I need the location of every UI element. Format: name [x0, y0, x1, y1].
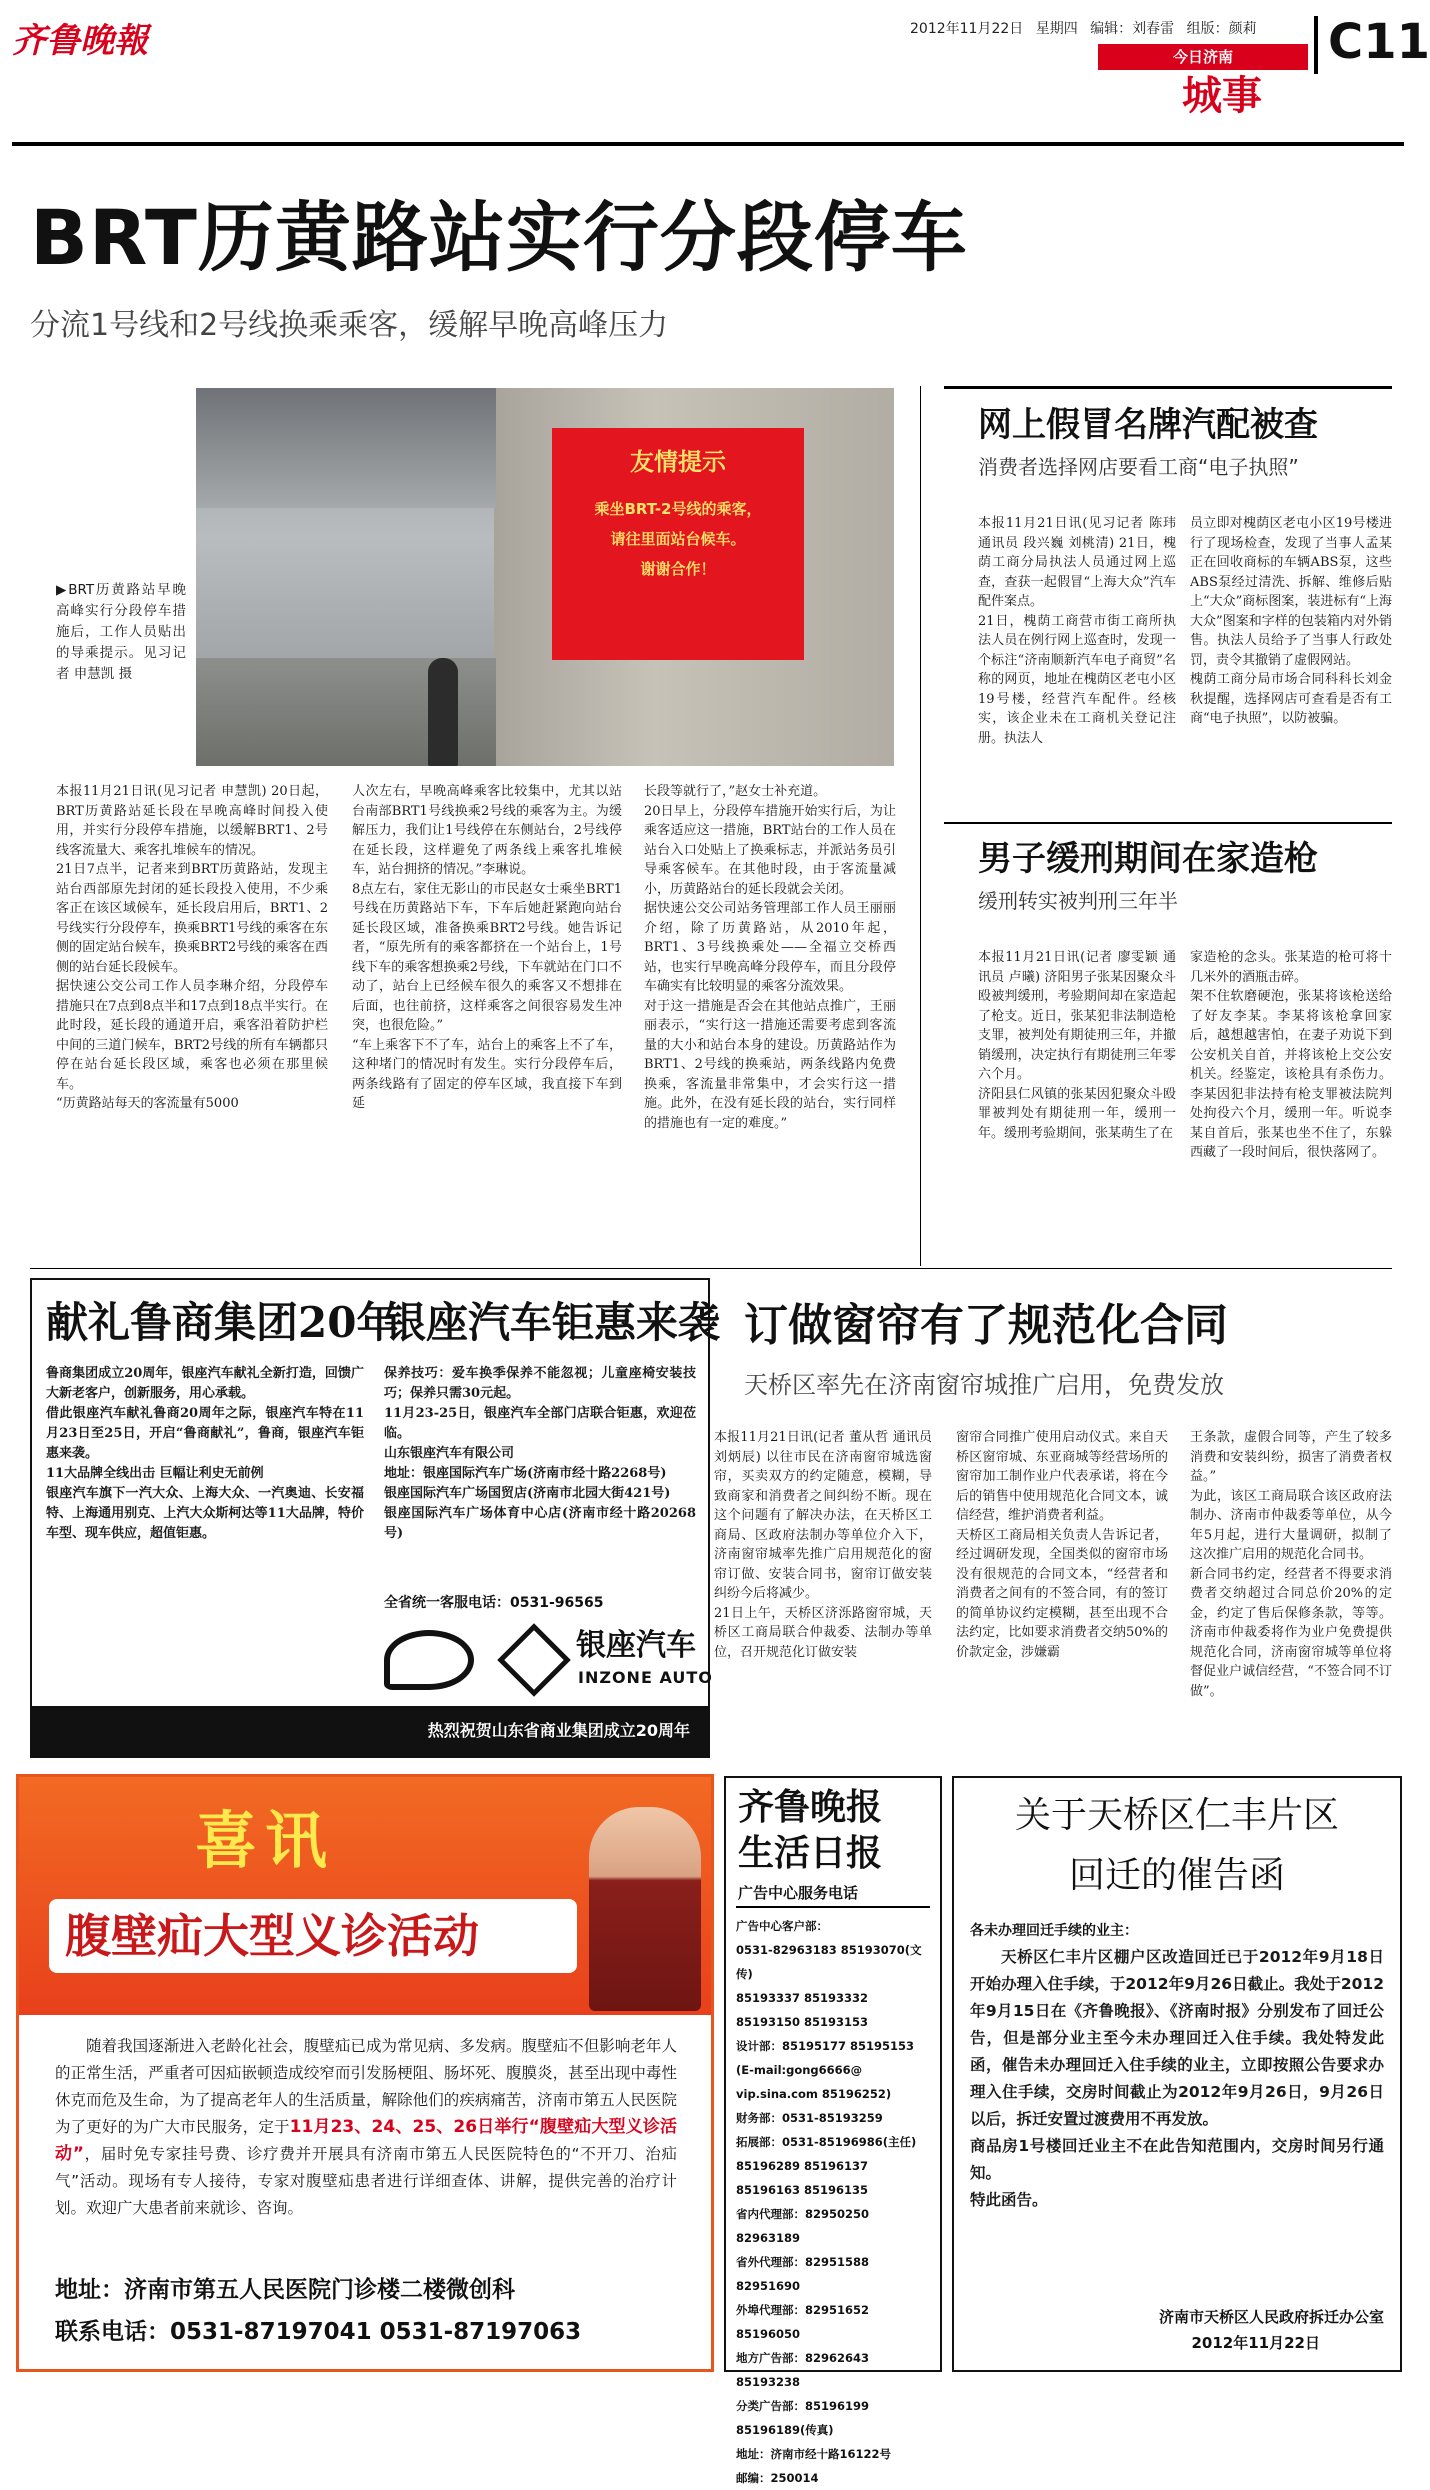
car-column-1: 本报11月21日讯(见习记者 陈玮 通讯员 段兴巍 刘桃清) 21日，槐荫工商分局执法人员通过网上巡查，查获一起假冒“上海大众”汽车配件案点。 21日，槐荫工商营市街工商所执法人员在例行网上巡查时，发现一个标注“济南顺新汽车电子商贸”名称的网页，地址在槐荫区老屯小区19号楼，经营汽车配件。经核实，该企业未在工商机关登记注册。执法人: [978, 516, 1176, 746]
masthead-info: [910, 18, 1257, 38]
masthead-rule: [12, 142, 1404, 146]
curtain-subtitle: 天桥区率先在济南窗帘城推广启用，免费发放: [744, 1371, 1224, 1399]
dealer-logo-swirl: [384, 1630, 474, 1690]
hospital-ad-highlight: 11月23、24、25、26日举行“腹壁疝大型义诊活动”: [55, 2117, 677, 2164]
lead-column-1: 本报11月21日讯(见习记者 申慧凯) 20日起，BRT历黄路站延长段在早晚高峰时间投入使用，并实行分段停车措施，以缓解BRT1、2号线客流量大、乘客扎堆候车的情况。 21日7点半，记者来到BRT历黄路站，发现主站台西部原先封闭的延长段投入使用，不少乘客正在该区域候车，延长段启用后，BRT1、2号线实行分段停车，换乘BRT1号线的乘客在东侧的固定站台候车，换乘BRT2号线的乘客在西侧的站台延长段候车。 据快速公交公司工作人员李琳介绍，分段停车措施只在7点到8点半和17点到18点半实行。在此时段，延长段的通道开启，乘客沿着防护栏中间的三道门候车，BRT2号线的所有车辆都只停在站台延长段区域，乘客也必须在那里候车。 “历黄路站每天的客流量有5000: [56, 784, 328, 1111]
car-top-rule: [944, 386, 1392, 389]
hospital-ad-body: [55, 2033, 677, 2247]
curtain-column-3: 王条款，虚假合同等，产生了较多消费和安装纠纷，损害了消费者权益。” 为此，该区工商局联合该区政府法制办、济南市仲裁委等单位，从今年5月起，进行大量调研，拟制了这次推广启用的规范化合同书。 新合同书约定，经营者不得要求消费者交纳超过合同总价20%的定金，约定了售后保修条款，等等。济南市仲裁委将作为业户免费提供规范化合同，济南窗帘城等单位将督促业户诚信经营，“不签合同不订做”。: [1190, 1430, 1392, 1699]
issue-weekday: 星期四: [1035, 21, 1078, 37]
mid-divider: [30, 1268, 1392, 1269]
gun-column-1: 本报11月21日讯(记者 廖雯颖 通讯员 卢曦) 济阳男子张某因聚众斗殴被判缓刑，考验期间却在家造起了枪支。近日，张某犯非法制造枪支罪，被判处有期徒刑三年，并撤销缓刑，决定执行有期徒刑三年零六个月。 济阳县仁风镇的张某因犯聚众斗殴罪被判处有期徒刑一年，缓刑一年。缓刑考验期间，张某萌生了在: [978, 950, 1176, 1141]
newspaper-ad-line: 0531-82963183 85193070(文传): [736, 1943, 922, 1981]
lead-title: BRT历黄路站实行分段停车: [30, 193, 968, 282]
hospital-ad-phone: 联系电话：0531-87197041 0531-87197063: [55, 2319, 582, 2345]
dealer-ad: [30, 1278, 721, 1758]
newspaper-ad-line: 分类广告部：85196199: [736, 2399, 870, 2413]
photo-roof: [196, 388, 496, 508]
newspaper-ad-line: 85196289 85196137: [736, 2159, 869, 2173]
hospital-ad-address: 地址：济南市第五人民医院门诊楼二楼微创科: [55, 2277, 515, 2303]
doctor-portrait: [589, 1807, 701, 2011]
newspaper-ad-line: 85196189(传真): [736, 2423, 834, 2437]
photo-sign: [552, 428, 804, 660]
sign-line-2: 请往里面站台候车。: [610, 530, 746, 548]
curtain-title: 订做窗帘有了规范化合同: [744, 1300, 1228, 1351]
notice-date: 2012年11月22日: [1191, 2334, 1320, 2352]
newspaper-ad-line: 广告中心客户部：: [736, 1919, 828, 1933]
newspaper-ad-line: 85193150 85193153: [736, 2015, 869, 2029]
newspaper-ad-title-1: 齐鲁晚报: [738, 1786, 883, 1828]
dealer-ad-hotline: 全省统一客服电话：0531-96565: [384, 1595, 604, 1611]
gun-title: 男子缓刑期间在家造枪: [978, 839, 1318, 879]
lead-photo: [196, 388, 894, 766]
notice-title-2: 回迁的催告函: [1068, 1855, 1285, 1896]
sign-line-3: 谢谢合作！: [640, 560, 716, 578]
newspaper-ad-line: 邮编：250014: [736, 2471, 819, 2485]
lead-photo-caption: ▶BRT历黄路站早晚高峰实行分段停车措施后，工作人员贴出的导乘提示。见习记者 申慧凯 摄: [56, 582, 186, 682]
newspaper-ad-line: 地址：济南市经十路16122号: [736, 2447, 892, 2461]
newspaper-ad-rule: [736, 1906, 930, 1908]
dealer-ad-right-text: 保养技巧：爱车换季保养不能忽视；儿童座椅安装技巧；保养只需30元起。 11月23-25日，银座汽车全部门店联合钜惠，欢迎莅临。 山东银座汽车有限公司 地址：银座国际汽车广场(济南市经十路2268号) 银座国际汽车广场国贸店(济南市北园大街421号) 银座国际汽车广场体育中心店(济南市经十路20268号): [384, 1366, 696, 1541]
newspaper-ad-line: 85193337 85193332: [736, 1991, 869, 2005]
car-subtitle: 消费者选择网店要看工商“电子执照”: [978, 455, 1299, 479]
dealer-ad-footer: 热烈祝贺山东省商业集团成立20周年: [32, 1706, 708, 1756]
dealer-logo-en: INZONE AUTO: [578, 1668, 713, 1687]
newspaper-ad-title-2: 生活日报: [738, 1832, 883, 1874]
hospital-ad-body-1: 随着我国逐渐进入老龄化社会，腹壁疝已成为常见病、多发病。腹壁疝不但影响老年人的正常生活，严重者可因疝嵌顿造成绞窄而引发肠梗阻、肠坏死、腹膜炎，甚至出现中毒性休克而危及生命，为了提高老年人的生活质量，解除他们的疾病痛苦，济南市第五人民医院为了更好的为广大市民服务，定于: [55, 2037, 677, 2136]
notice-title-1: 关于天桥区仁丰片区: [1014, 1795, 1339, 1836]
photo-person: [428, 658, 458, 766]
newspaper-ad-line: 设计部：85195177 85195153: [736, 2039, 915, 2053]
newspaper-ad-line: 财务部：0531-85193259: [736, 2111, 883, 2125]
newspaper-ad-line: (E-mail:gong6666@: [736, 2063, 863, 2077]
issue-date: 2012年11月22日: [910, 21, 1024, 37]
notice-body: 天桥区仁丰片区棚户区改造回迁已于2012年9月18日开始办理入住手续，于2012年9月26日截止。我处于2012年9月15日在《齐鲁晚报》、《济南时报》分别发布了回迁公告，但是部分业主至今未办理回迁入住手续。我处特发此函，催告未办理回迁入住手续的业主，立即按照公告要求办理入住手续，交房时间截止为2012年9月26日，9月26日以后，拆迁安置过渡费用不再发放。 商品房1号楼回迁业主不在此告知范围内，交房时间另行通知。 特此函告。: [970, 1948, 1384, 2209]
dealer-ad-title-2: 银座汽车钜惠来袭: [384, 1298, 721, 1347]
sign-line-1: 乘坐BRT-2号线的乘客，: [594, 500, 762, 518]
layout-credit: 组版：颜莉: [1186, 21, 1257, 37]
notice-salutation: 各未办理回迁手续的业主：: [970, 1923, 1138, 1939]
lead-subtitle: 分流1号线和2号线换乘乘客，缓解早晚高峰压力: [30, 308, 669, 343]
sign-title: 友情提示: [630, 448, 726, 476]
newspaper-ad-line: 地方广告部：82962643 85193238: [736, 2351, 870, 2389]
right-column-divider: [920, 386, 921, 1266]
newspaper-ad-line: 省外代理部：82951588 82951690: [736, 2255, 870, 2293]
editor-credit: 编辑：刘春雷: [1090, 21, 1175, 37]
newspaper-ad-line: 外埠代理部：82951652 85196050: [736, 2303, 870, 2341]
newspaper-ad-line: 85196163 85196135: [736, 2183, 869, 2197]
masthead-logo: 齐鲁晚報: [12, 21, 148, 61]
newspaper-ad-line: vip.sina.com 85196252): [736, 2087, 892, 2101]
masthead-divider: [1314, 16, 1318, 74]
hospital-ad-headline: 喜讯: [195, 1804, 336, 1877]
hospital-ad-body-2: ，届时免专家挂号费、诊疗费并开展具有济南市第五人民医院特色的“不开刀、治疝气”活动。现场有专人接待，专家对腹壁疝患者进行详细查体、讲解，提供完善的治疗计划。欢迎广大患者前来就诊、咨询。: [55, 2145, 677, 2217]
newspaper-ad: [724, 1776, 942, 2485]
hospital-ad: [16, 1774, 714, 2372]
car-column-2: 员立即对槐荫区老屯小区19号楼进行了现场检查，发现了当事人孟某正在回收商标的车辆ABS泵，这些ABS泵经过清洗、拆解、维修后贴上“大众”商标图案，装进标有“上海大众”图案和字样的包装箱内对外销售。执法人员给予了当事人行政处罚，责令其撤销了虚假网站。 槐荫工商分局市场合同科科长刘金秋提醒，选择网店可查看是否有工商“电子执照”，以防被骗。: [1190, 516, 1392, 726]
newspaper-ad-line: 拓展部：0531-85196986(主任): [736, 2135, 917, 2149]
notice-signature: 济南市天桥区人民政府拆迁办公室: [1158, 2308, 1384, 2326]
dealer-logo-mark: [497, 1623, 571, 1697]
dealer-ad-title-1: 献礼鲁商集团20年: [46, 1298, 399, 1347]
gun-top-rule: [944, 822, 1392, 824]
newspaper-ad-line: 省内代理部：82950250 82963189: [736, 2207, 870, 2245]
newspaper-ad-subtitle: 广告中心服务电话: [738, 1884, 859, 1902]
gun-column-2: 家造枪的念头。张某造的枪可将十几米外的酒瓶击碎。 架不住软磨硬泡，张某将该枪送给了好友李某。李某将该枪拿回家后，越想越害怕，在妻子劝说下到公安机关自首，并将该枪上交公安机关。经鉴定，该枪具有杀伤力。李某因犯非法持有枪支罪被法院判处拘役六个月，缓刑一年。听说李某自首后，张某也坐不住了，东躲西藏了一段时间后，很快落网了。: [1190, 950, 1392, 1160]
lead-column-2: 人次左右，早晚高峰乘客比较集中，尤其以站台南部BRT1号线换乘2号线的乘客为主。为缓解压力，我们让1号线停在东侧站台，2号线停在延长段，这样避免了两条线上乘客扎堆候车，站台拥挤的情况。”李琳说。 8点左右，家住无影山的市民赵女士乘坐BRT1号线在历黄路站下车，下车后她赶紧跑向站台延长段区域，准备换乘BRT2号线。她告诉记者，“原先所有的乘客都挤在一个站台上，1号线下车的乘客想换乘2号线，下车就站在门口不动了，站台上已经候车很久的乘客又不想排在后面，也往前挤，这样乘客之间很容易发生冲突，也很危险。” “车上乘客下不了车，站台上的乘客上不了车，这种堵门的情况时有发生。实行分段停车后，两条线路有了固定的停车区域，我直接下车到延: [352, 784, 622, 1111]
curtain-column-1: 本报11月21日讯(记者 董从哲 通讯员 刘炳辰) 以往市民在济南窗帘城选窗帘，买卖双方的约定随意，模糊，导致商家和消费者之间纠纷不断。现在这个问题有了解决办法，在天桥区工商局、区政府法制办等单位介入下，济南窗帘城率先推广启用规范化的窗帘订做、安装合同书，窗帘订做安装纠纷今后将减少。 21日上午，天桥区济泺路窗帘城，天桥区工商局联合仲裁委、法制办等单位，召开规范化订做安装: [714, 1430, 932, 1660]
lead-column-3: 长段等就行了，”赵女士补充道。 20日早上，分段停车措施开始实行后，为让乘客适应这一措施，BRT站台的工作人员在站台入口处贴上了换乘标志，并派站务员引导乘客候车。在其他时段，由于客流量减小，历黄路站台的延长段就会关闭。 据快速公交公司站务管理部工作人员王丽丽介绍，除了历黄路站，从2010年起，BRT1、3号线换乘处——全福立交桥西站，也实行早晚高峰分段停车，而且分段停车确实有比较明显的乘客分流效果。 对于这一措施是否会在其他站点推广，王丽丽表示，“实行这一措施还需要考虑到客流量的大小和站台本身的建设。历黄路站作为BRT1、2号线的换乘站，两条线路内免费换乘，客流量非常集中，才会实行这一措施。此外，在没有延长段的站台，实行同样的措施也有一定的难度。”: [644, 784, 896, 1131]
dealer-logo-name: 银座汽车: [576, 1628, 696, 1663]
gun-subtitle: 缓刑转实被判刑三年半: [978, 889, 1178, 913]
dealer-ad-left-text: 鲁商集团成立20周年，银座汽车献礼全新打造，回馈广大新老客户，创新服务，用心承载。 借此银座汽车献礼鲁商20周年之际，银座汽车特在11月23日至25日，开启“鲁商献礼”，鲁商，银座汽车钜惠来袭。 11大品牌全线出击 巨幅让利史无前例 银座汽车旗下一汽大众、上海大众、一汽奥迪、长安福特、上海通用别克、上汽大众斯柯达等11大品牌，特价车型、现车供应，超值钜惠。: [46, 1366, 364, 1541]
page-number: C11: [1328, 14, 1430, 70]
newspaper-ad-lines: [736, 1914, 936, 2490]
car-title: 网上假冒名牌汽配被查: [978, 405, 1318, 445]
section-tag: 今日济南: [1098, 44, 1308, 70]
relocation-notice: [952, 1776, 1402, 2372]
hospital-ad-title: 腹壁疝大型义诊活动: [65, 1909, 479, 1963]
curtain-column-2: 窗帘合同推广使用启动仪式。来自天桥区窗帘城、东亚商城等经营场所的窗帘加工制作业户代表承诺，将在今后的销售中使用规范化合同文本，诚信经营，维护消费者利益。 天桥区工商局相关负责人告诉记者，经过调研发现，全国类似的窗帘市场没有很规范的合同文本，“经营者和消费者之间有的不签合同，有的签订的简单协议约定模糊，甚至出现不合法约定，比如要求消费者交纳50%的价款定金，涉嫌霸: [956, 1430, 1168, 1660]
section-name: 城事: [1182, 73, 1262, 119]
